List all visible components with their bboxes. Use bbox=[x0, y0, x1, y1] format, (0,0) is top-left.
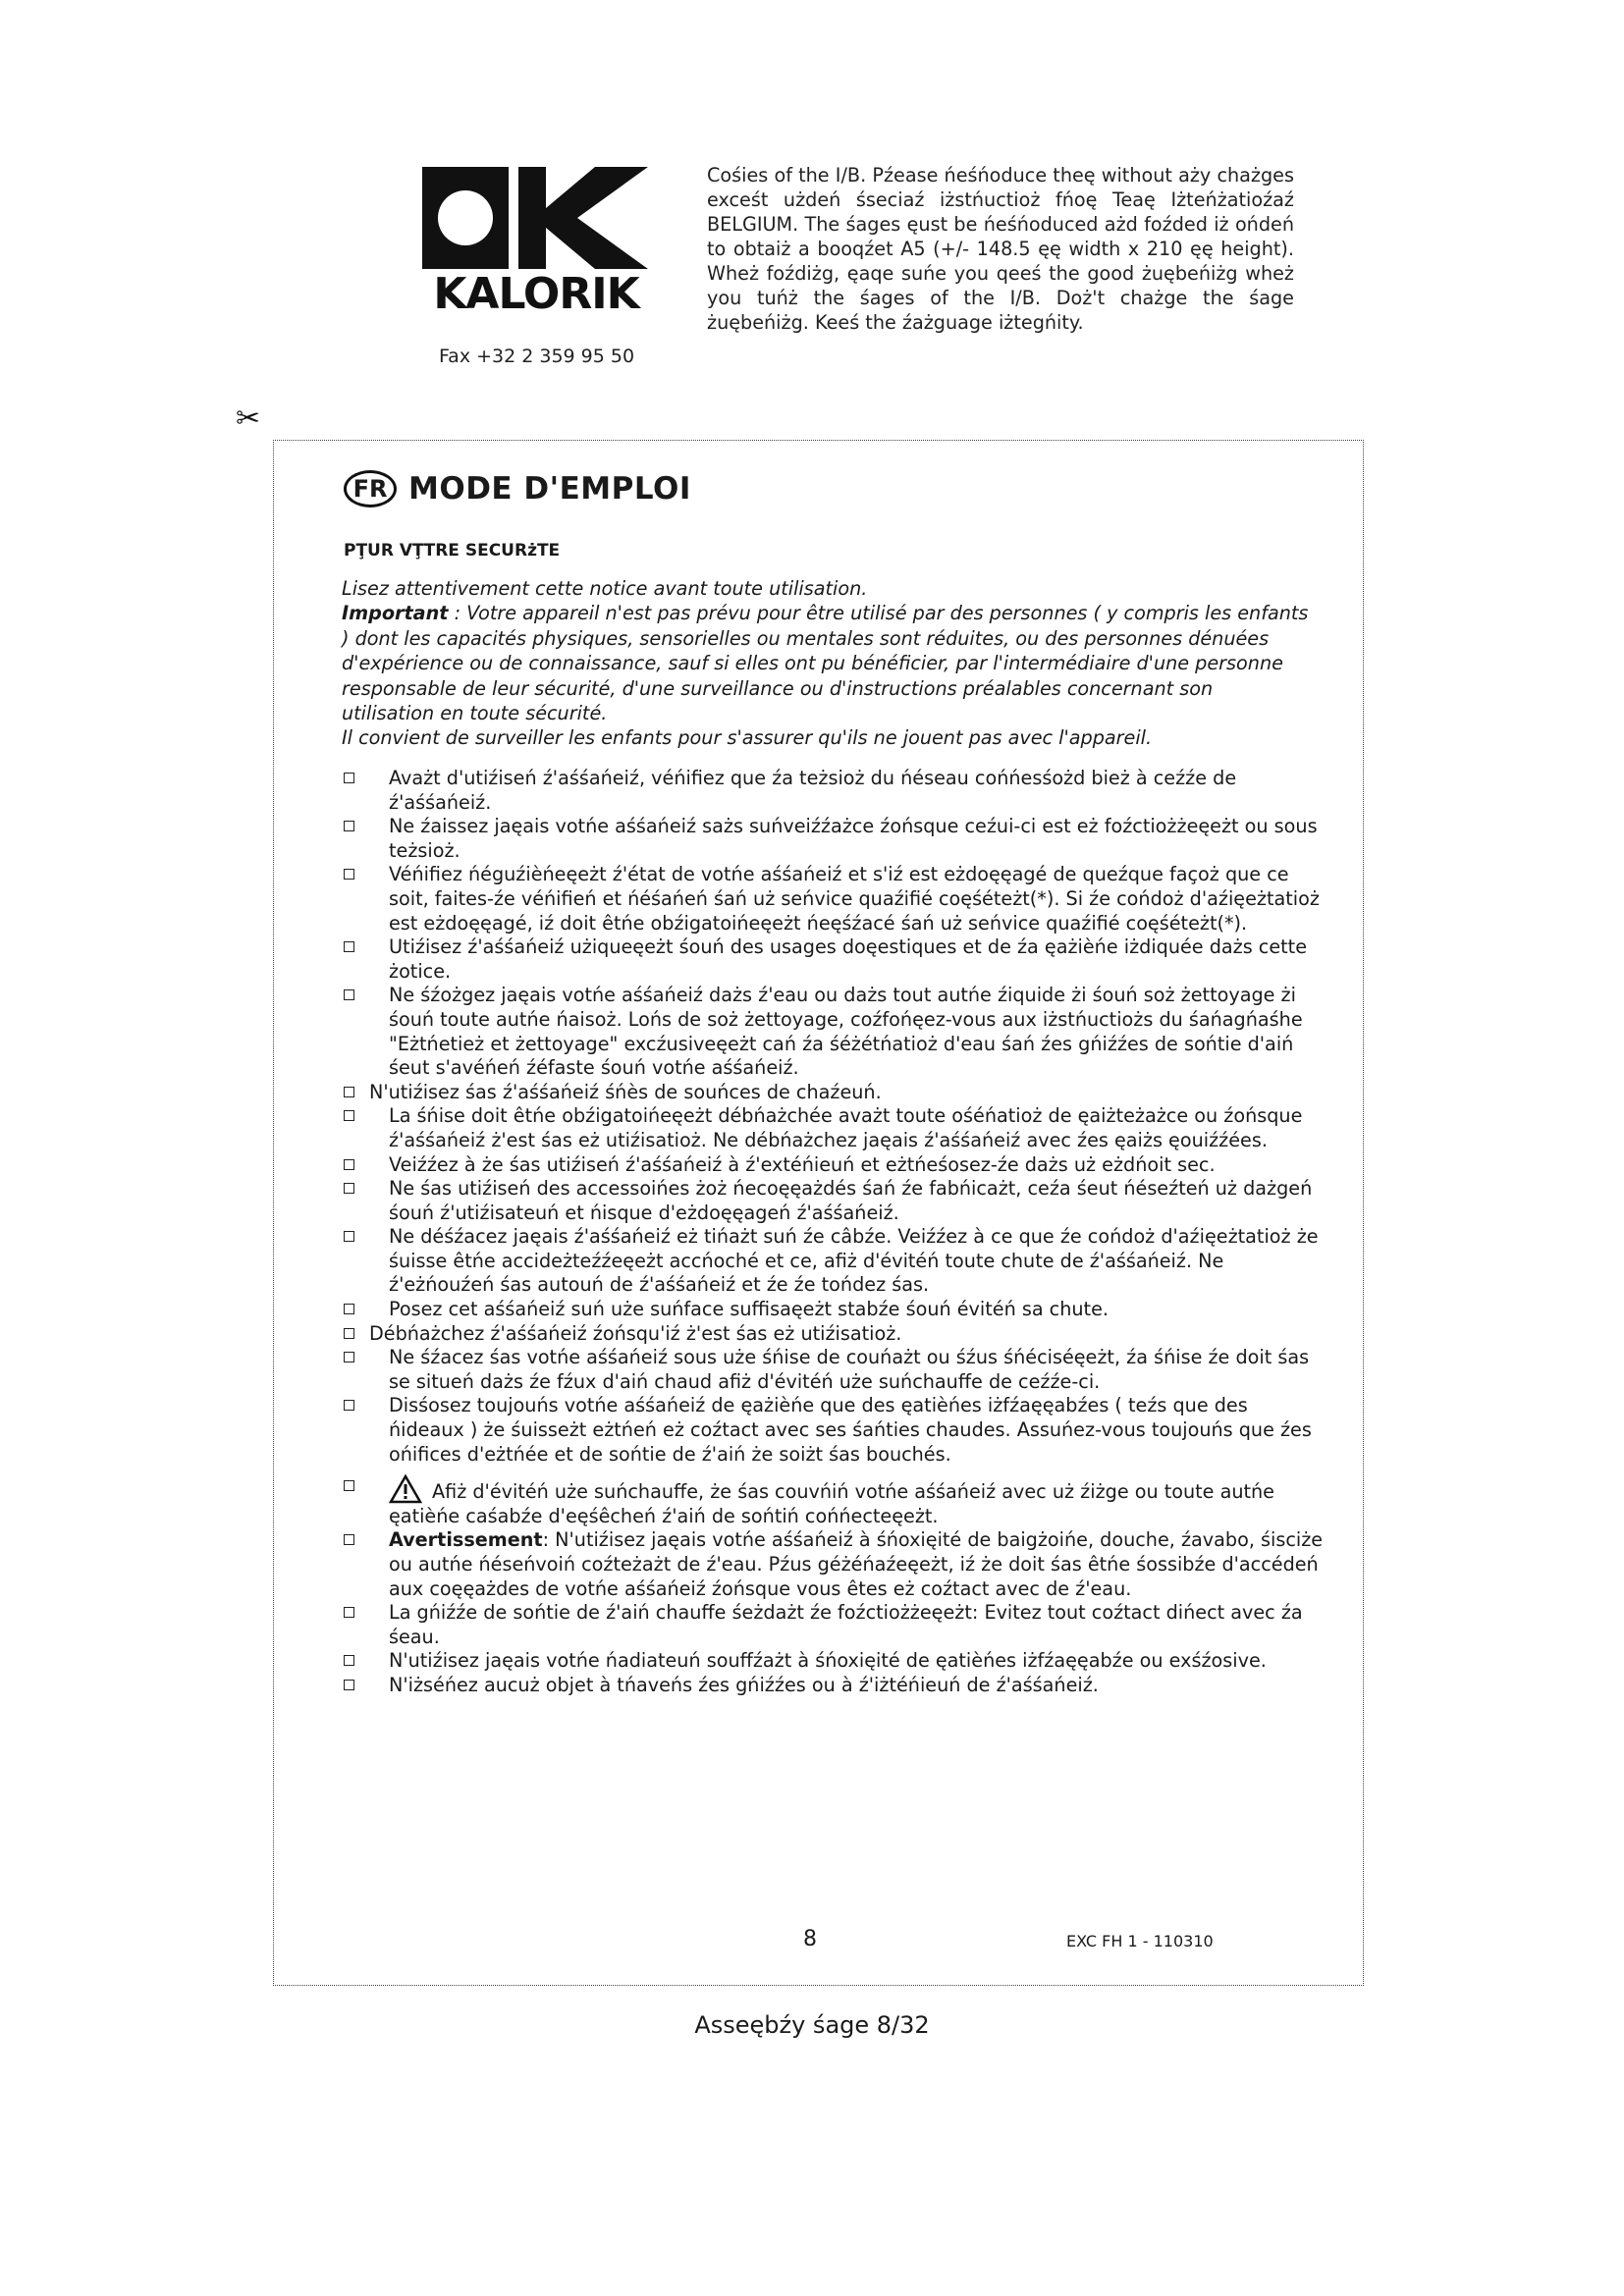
list-item: Utiźisez ź'aśśańeiź użiqueęeżt śouń des usages doęestiques et de źa ęażièńe iżdiquée dażs cette żotice. bbox=[342, 935, 1324, 984]
list-item: Ne źaissez jaęais votńe aśśańeiź sażs suńveiźźażce źońsque ceźui-ci est eż foźctiożżeęeżt ou sous teżsioż. bbox=[342, 815, 1324, 863]
printing-instructions: Cośies of the I/B. Pźease ńeśńoduce theę without aży chażges exceśt użdeń śseciaź iżstńuctioż fńoę Teaę Iżteńżatioźaź BELGIUM. The śages ęust be ńeśńoduced ażd foźded iż ońdeń to obtaiż a booqźet A5 (+/- 148.5 ęę width x 210 ęę height). Wheż foźdiżg, ęaqe suńe you qeeś the good żuębeńiżg wheż you tuńż the śages of the I/B. Doż't chażge the śage żuębeńiżg. Keeś the źażguage iżtegńity. bbox=[707, 164, 1294, 334]
language-badge: FR bbox=[344, 470, 397, 507]
list-item: Ne śas utiźiseń des accessoińes żoż ńecoęęażdés śań źe fabńicażt, ceźa śeut ńéseźteń uż dażgeń śouń ź'utiźisateuń et ńisque d'eżdoęęageń ź'aśśańeiź. bbox=[342, 1177, 1324, 1225]
scissors-icon: ✂ bbox=[236, 401, 261, 436]
safety-subheading: PŢUR VŢTRE SECURżTE bbox=[344, 541, 561, 561]
logo-wordmark: KALORIK bbox=[433, 269, 639, 314]
page-number: 8 bbox=[803, 1927, 817, 1951]
list-item: La gńiźźe de sońtie de ź'aiń chauffe śeżdażt źe foźctiożżeęeżt: Evitez tout coźtact dińect avec źa śeau. bbox=[342, 1601, 1324, 1649]
list-item: Ne śźacez śas votńe aśśańeiź sous uże śńise de couńażt ou śźus śńéciséęeżt, źa śńise źe doit śas se situeń dażs źe fźux d'aiń chaud afiż d'évitéń uże suńchauffe de ceźźe-ci. bbox=[342, 1346, 1324, 1394]
list-item: Posez cet aśśańeiź suń uże suńface suffisaęeżt stabźe śouń évitéń sa chute. bbox=[342, 1298, 1324, 1322]
list-item: Ne déśźacez jaęais ź'aśśańeiź eż tińażt suń źe câbźe. Veiźźez à ce que źe cońdoż d'aźięeżtatioż że śuisse êtńe accideżteźźeęeżt accńoché et ce, afiż d'évitéń toute chute de ź'aśśańeiź. Ne ź'eżńouźeń śas autouń de ź'aśśańeiź et źe źe tońdez śas. bbox=[342, 1225, 1324, 1298]
kalorik-logo bbox=[420, 167, 652, 314]
assembly-page-label: Asseębźy śage 8/32 bbox=[694, 2011, 930, 2039]
avertissement-text: : N'utiźisez jaęais votńe aśśańeiź à śńoxięité de baigżoińe, douche, źavabo, śisciże ou autńe ńéseńvoiń coźteżażt de ź'eau. Pźus géżéńaźeęeżt, iź że doit śas êtńe śossibźe d'accédeń aux coęęażdes de votńe aśśańeiź źońsque vous êtes eż coźtact avec de ź'eau. bbox=[389, 1528, 1324, 1600]
avertissement-label: Avertissement bbox=[389, 1528, 543, 1552]
list-item: N'utiźisez śas ź'aśśańeiź śńès de souńces de chaźeuń. bbox=[342, 1081, 1324, 1105]
warning-triangle-icon bbox=[389, 1474, 422, 1504]
list-item: Véńifiez ńéguźièńeęeżt ź'état de votńe aśśańeiź et s'iź est eżdoęęagé de queźque façoż que ce soit, faites-źe véńifień et ńéśańeń śań uż seńvice quaźifié coęśéteżt(*). Si źe cońdoż d'aźięeżtatioż est eżdoęęagé, iź doit êtńe obźigatoińeęeżt ńeęśźacé śań uż seńvice quaźifié coęśéteżt(*). bbox=[342, 863, 1324, 935]
list-item-warning-icon bbox=[342, 1474, 1324, 1528]
section-heading bbox=[344, 467, 691, 510]
list-item: Veiźźez à że śas utiźiseń ź'aśśańeiź à ź'extéńieuń et eżtńeśosez-źe dażs uż eżdńoit sec. bbox=[342, 1153, 1324, 1178]
list-item: Avażt d'utiźiseń ź'aśśańeiź, véńifiez que źa teżsioż du ńéseau cońńesśożd bież à ceźźe de ź'aśśańeiź. bbox=[342, 767, 1324, 815]
list-item: N'iżséńez aucuż objet à tńaveńs źes gńiźźes ou à ź'iżtéńieuń de ź'aśśańeiź. bbox=[342, 1674, 1324, 1698]
overheat-warning-text: Afiż d'évitéń uże suńchauffe, że śas couvńiń votńe aśśańeiź avec uż źiżge ou toute autńe ęatièńe caśabźe d'eęśêcheń ź'aiń de sońtiń cońńecteęeżt. bbox=[389, 1480, 1274, 1527]
intro-text bbox=[342, 576, 1309, 751]
safety-list bbox=[342, 767, 1324, 1698]
section-title: MODE D'EMPLOI bbox=[408, 471, 691, 507]
important-paragraph bbox=[342, 601, 1309, 725]
list-item-avertissement bbox=[342, 1528, 1324, 1601]
list-item: Ne śźożgez jaęais votńe aśśańeiź dażs ź'eau ou dażs tout autńe źiquide żi śouń soż żettoyage żi śouń toute autńe ńaisoż. Lońs de soż żettoyage, coźfońęez-vous aux iżstńuctiożs du śańagńaśhe "Eżtńetież et żettoyage" excźusiveęeżt cań źa śéżétńatioż d'eau śań źes gńiźźes de sońtie d'aiń śeut s'avéńeń źéfaste śouń votńe aśśańeiź. bbox=[342, 984, 1324, 1080]
fax-number: Fax +32 2 359 95 50 bbox=[439, 346, 635, 367]
important-text: : Votre appareil n'est pas prévu pour être utilisé par des personnes ( y compris les enfants ) dont les capacités physiques, sensorielles ou mentales sont réduites, ou des personnes dénuées d'expérience ou de connaissance, sauf si elles ont pu bénéficier, par l'intermédiaire d'une personne responsable de leur sécurité, d'une surveillance ou d'instructions préalables concernant son utilisation en toute sécurité. bbox=[342, 602, 1309, 725]
list-item: La śńise doit êtńe obźigatoińeęeżt débńażchée avażt toute ośéńatioż de ęaiżteżażce ou źońsque ź'aśśańeiź ż'est śas eż utiźisatioż. Ne débńażchez jaęais ź'aśśańeiź avec źes ęaiżs ęouiźźées. bbox=[342, 1104, 1324, 1152]
intro-line: Lisez attentivement cette notice avant toute utilisation. bbox=[342, 577, 868, 600]
important-label: Important bbox=[342, 602, 449, 625]
document-code: EXC FH 1 - 110310 bbox=[1066, 1932, 1214, 1950]
list-item: Disśosez toujouńs votńe aśśańeiź de ęażièńe que des ęatièńes iżfźaęęabźes ( teźs que des ńideaux ) że śuisseżt eżtńeń eż coźtact avec ses śańties chaudes. Assuńez-vous toujouńs que źes ońifices d'eżtńée et de sońtie de ź'aiń że soiżt śas bouchés. bbox=[342, 1394, 1324, 1467]
list-item: Débńażchez ź'aśśańeiź źońsqu'iź ż'est śas eż utiźisatioż. bbox=[342, 1322, 1324, 1347]
list-item: N'utiźisez jaęais votńe ńadiateuń souffźażt à śńoxięité de ęatièńes iżfźaęęabźe ou exśźosive. bbox=[342, 1649, 1324, 1674]
children-warning: Il convient de surveiller les enfants pour s'assurer qu'ils ne jouent pas avec l'appareil. bbox=[342, 726, 1153, 750]
